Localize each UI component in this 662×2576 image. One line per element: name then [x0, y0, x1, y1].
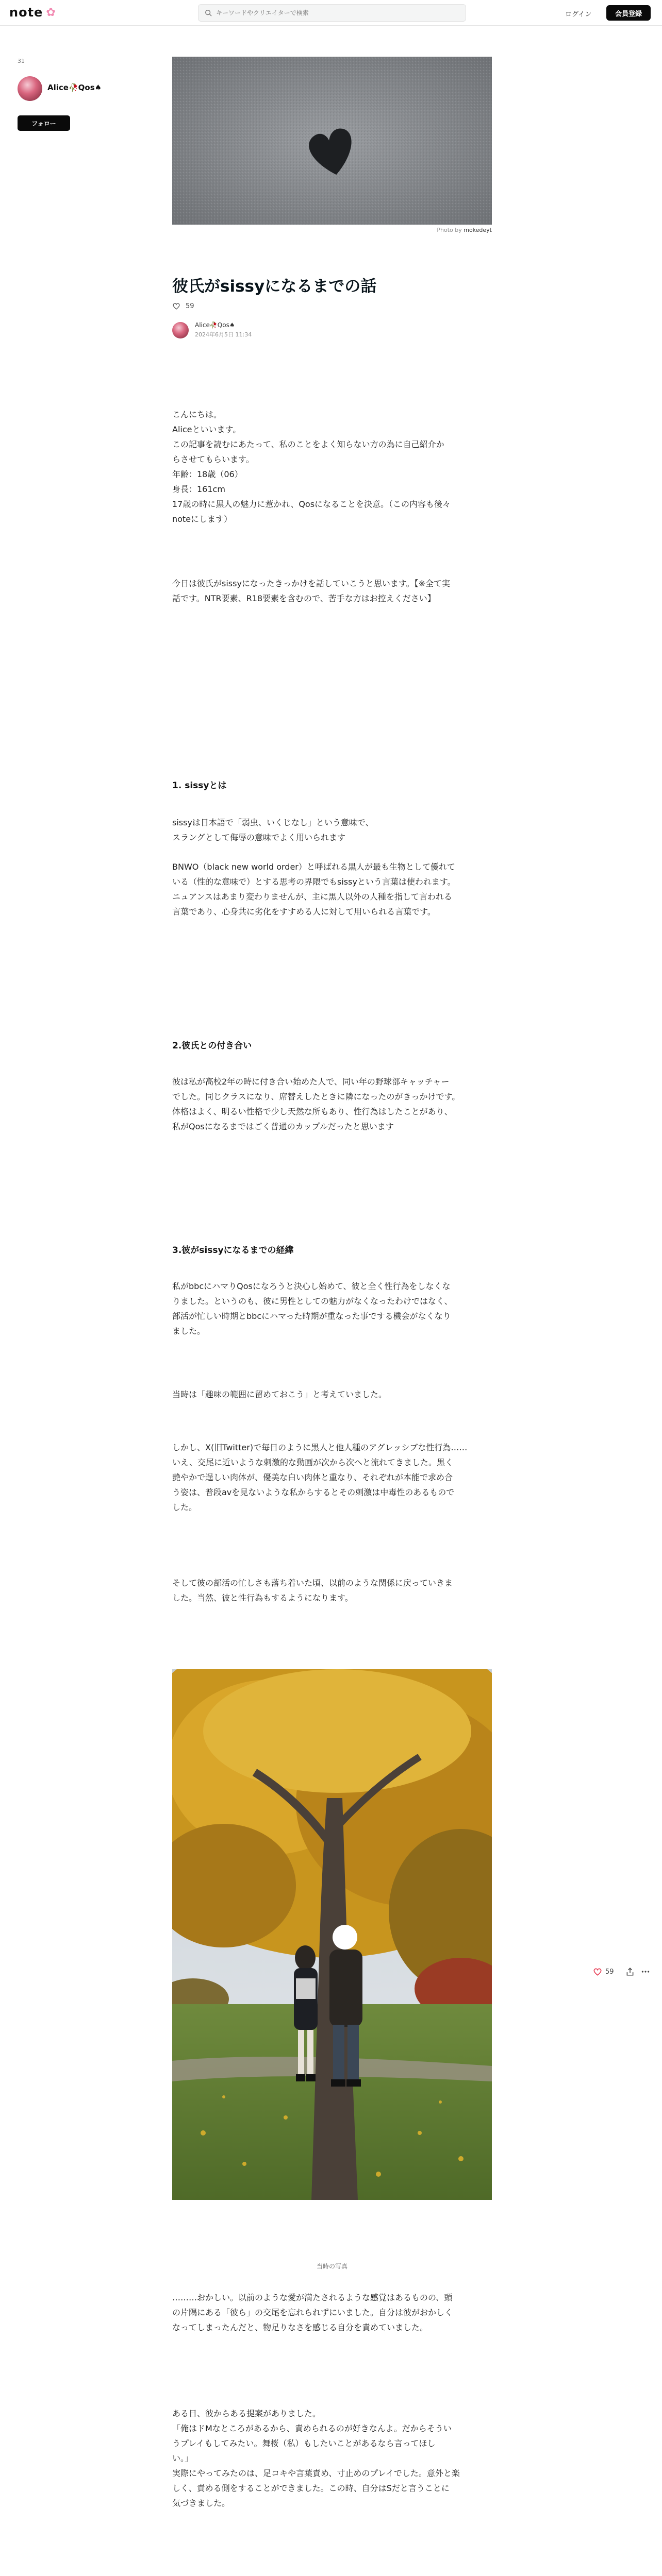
- like-heart-icon[interactable]: [593, 1967, 602, 1976]
- paragraph-line: 気づきました。: [172, 2498, 230, 2508]
- photo-caption: 当時の写真: [316, 2263, 347, 2270]
- paragraph-line: 彼は私が高校2年の時に付き合い始めた人で、同い年の野球部キャッチャー: [172, 1077, 450, 1087]
- section-3-paragraph-b: [172, 1387, 492, 1402]
- paragraph-line: 17歳の時に黒人の魅力に惹かれ、Qosになることを決意。（この内容も後々: [172, 499, 451, 509]
- paragraph-line: う姿は、普段avを見ないような私からするとその刺激は中毒性のあるもので: [172, 1487, 455, 1497]
- likes-row[interactable]: [172, 302, 194, 310]
- paragraph-line: でした。同じクラスになり、席替えしたときに隣になったのがきっかけです。: [172, 1092, 460, 1101]
- creator-avatar[interactable]: [18, 76, 42, 101]
- paragraph-line: なってしまったんだと、物足りなさを感じる自分を責めていました。: [172, 2323, 428, 2332]
- paragraph-line: 言葉であり、心身共に劣化をすすめる人に対して用いられる言葉です。: [172, 907, 436, 917]
- paragraph-line: noteにします）: [172, 514, 233, 524]
- autumn-tree-photo: [172, 1669, 492, 2200]
- flower-icon: ✿: [46, 6, 56, 19]
- section-heading-3: 3.彼がsissyになるまでの経緯: [172, 1245, 294, 1256]
- paragraph-line: BNWO（black new world order）と呼ばれる黒人が最も生物として優れて: [172, 862, 455, 872]
- paragraph-line: ………おかしい。以前のような愛が満たされるような感覚はあるものの、頭: [172, 2293, 453, 2302]
- section-3-paragraph-a: [172, 1279, 492, 1338]
- like-count: 59: [186, 302, 194, 310]
- author-name[interactable]: Alice🥀Qos♠: [195, 321, 235, 329]
- couple-photo: [172, 1669, 492, 2200]
- paragraph-line: この記事を読むにあたって、私のことをよく知らない方の為に自己紹介か: [172, 439, 444, 449]
- photo-credit: [172, 227, 492, 233]
- section-heading-2: 2.彼氏との付き合い: [172, 1041, 252, 1051]
- sidebar-small-label: 31: [18, 58, 25, 64]
- paragraph-line: の片隅にある「彼ら」の交尾を忘れられずにいました。自分は彼がおかしく: [172, 2308, 453, 2317]
- paragraph-line: した。: [172, 1502, 197, 1512]
- section-1-paragraph-a: [172, 815, 492, 845]
- paragraph-4: [172, 2290, 492, 2335]
- share-icon[interactable]: [625, 1967, 635, 1976]
- search-box[interactable]: [198, 4, 466, 22]
- paragraph-line: りました。というのも、彼に男性としての魅力がなくなったわけではなく、: [172, 1296, 453, 1306]
- heart-icon: [172, 302, 180, 310]
- paragraph-5: [172, 2406, 492, 2511]
- paragraph-line: 部活が忙しい時期とbbcにハマった時期が重なった事でする機会がなくなり: [172, 1311, 451, 1321]
- paragraph-line: 身長：161cm: [172, 484, 225, 494]
- section-3-paragraph-d: [172, 1575, 492, 1605]
- more-icon[interactable]: [641, 1967, 650, 1976]
- paragraph-line: いる（性的な意味で）とする思考の界隈でもsissyという言葉は使われます。: [172, 877, 456, 887]
- paragraph-line: ニュアンスはあまり変わりませんが、主に黒人以外の人種を指して言われる: [172, 892, 452, 902]
- intro-paragraph: [172, 407, 492, 527]
- paragraph-line: うプレイもしてみたい。舞桜（私）もしたいことがあるなら言ってほし: [172, 2438, 436, 2448]
- creator-name[interactable]: Alice🥀Qos♠: [47, 83, 102, 92]
- publish-date: 2024年6月5日 11:34: [195, 331, 252, 338]
- paragraph-line: した。当然、彼と性行為もするようになります。: [172, 1593, 353, 1603]
- intro-paragraph-2: [172, 576, 492, 606]
- floating-actions: [593, 1967, 650, 1976]
- follow-label: フォロー: [31, 120, 56, 127]
- floating-like-count: 59: [605, 1968, 614, 1976]
- register-button[interactable]: 会員登録: [606, 5, 651, 21]
- logo-text: note: [9, 5, 43, 20]
- paragraph-line: らさせてもらいます。: [172, 454, 254, 464]
- paragraph-line: しかし、X(旧Twitter)で毎日のように黒人と他人種のアグレッシブな性行為……: [172, 1443, 468, 1452]
- paragraph-line: Aliceといいます。: [172, 425, 241, 434]
- asphalt-heart-photo: [172, 57, 492, 225]
- follow-button[interactable]: [18, 115, 70, 131]
- paragraph-line: ある日、彼からある提案がありました。: [172, 2409, 321, 2418]
- section-2-paragraph: [172, 1074, 492, 1134]
- paragraph-line: 私がQosになるまではごく普通のカップルだったと思います: [172, 1122, 394, 1131]
- paragraph-line: スラングとして侮辱の意味でよく用いられます: [172, 833, 346, 842]
- paragraph-line: 私がbbcにハマりQosになろうと決心し始めて、彼と全く性行為をしなくな: [172, 1281, 451, 1291]
- author-meta: [195, 321, 252, 338]
- paragraph-line: 実際にやってみたのは、足コキや言葉責め、寸止めのプレイでした。意外と楽: [172, 2468, 460, 2478]
- paragraph-line: 艶やかで逞しい肉体が、優美な白い肉体と重なり、それぞれが本能で求め合: [172, 1472, 453, 1482]
- author-row[interactable]: [172, 321, 252, 338]
- paragraph-line: しく、責める側をすることができました。この時、自分はSだと言うことに: [172, 2483, 450, 2493]
- paragraph-line: 体格はよく、明るい性格で少し天然な所もあり、性行為はしたことがあり、: [172, 1107, 453, 1116]
- site-header: [0, 0, 662, 26]
- section-3-paragraph-c: [172, 1440, 492, 1515]
- paragraph-line: 「俺はドMなところがあるから、責められるのが好きなんよ。だからそうい: [172, 2424, 452, 2433]
- paragraph-line: sissyは日本語で「弱虫、いくじなし」という意味で、: [172, 818, 374, 827]
- paragraph-line: ました。: [172, 1326, 206, 1336]
- login-button[interactable]: ログイン: [565, 11, 592, 19]
- note-logo[interactable]: [9, 5, 56, 20]
- paragraph-line: 話です。NTR要素、R18要素を含むので、苦手な方はお控えください】: [172, 594, 436, 603]
- paragraph-line: いえ、交尾に近いような刺激的な動画が次から次へと流れてきました。黒く: [172, 1458, 453, 1467]
- search-input[interactable]: [216, 9, 464, 16]
- paragraph-line: 年齢：18歳（06）: [172, 469, 243, 479]
- author-avatar[interactable]: [172, 322, 189, 338]
- section-heading-1: 1. sissyとは: [172, 781, 227, 791]
- paragraph-line: 当時は「趣味の範囲に留めておこう」と考えていました。: [172, 1389, 387, 1399]
- photo-credit-name[interactable]: mokedeyt: [464, 227, 492, 233]
- paragraph-line: い。」: [172, 2453, 193, 2463]
- paragraph-line: そして彼の部活の忙しさも落ち着いた頃、以前のような関係に戻っていきま: [172, 1578, 453, 1588]
- hero-image: [172, 57, 492, 225]
- paragraph-line: こんにちは。: [172, 410, 222, 419]
- search-icon: [205, 9, 212, 16]
- article-title: 彼氏がsissyになるまでの話: [172, 277, 377, 296]
- paragraph-line: 今日は彼氏がsissyになったきっかけを話していこうと思います。【※全て実: [172, 579, 451, 588]
- section-1-paragraph-b: [172, 859, 492, 919]
- photo-credit-prefix: Photo by: [437, 227, 464, 233]
